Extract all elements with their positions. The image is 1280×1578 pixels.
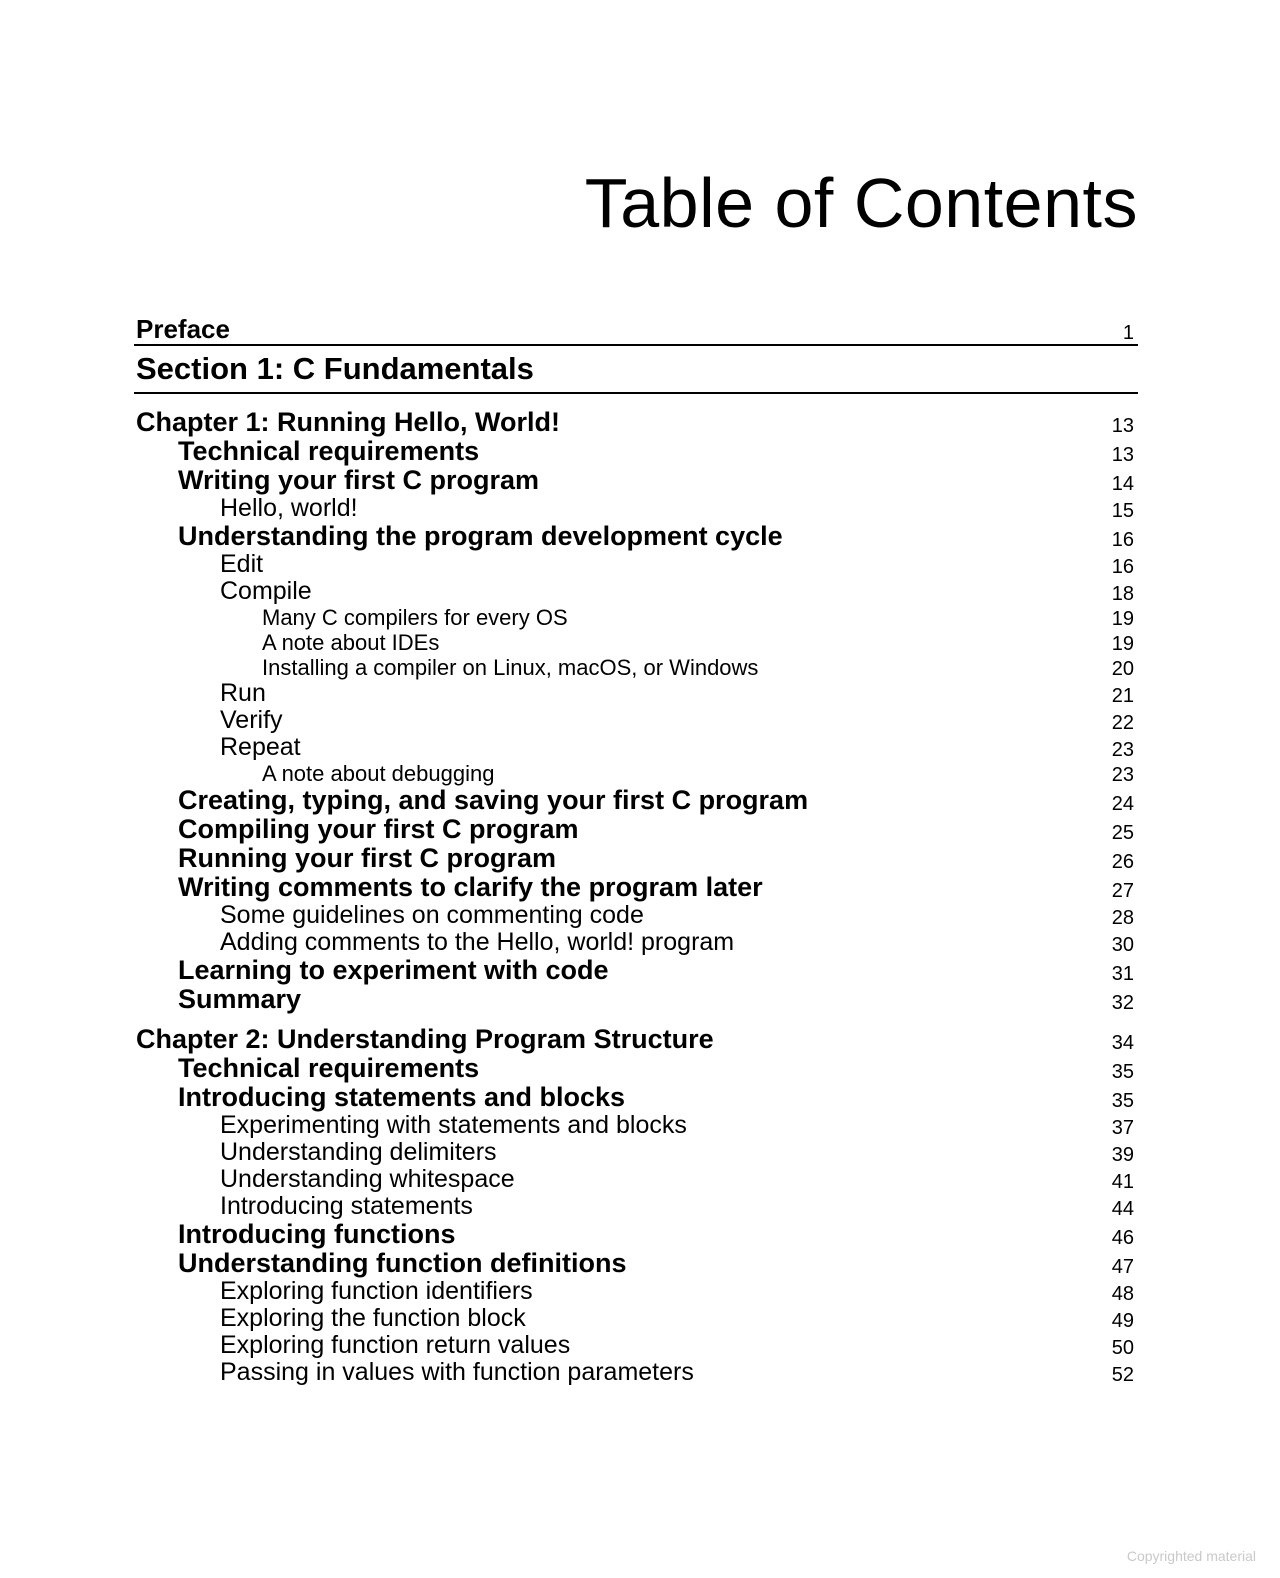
toc-page-number: 52: [1111, 1364, 1134, 1386]
toc-page-number: 16: [1111, 556, 1134, 578]
toc-entry[interactable]: [134, 902, 1138, 929]
toc-page-number: 14: [1111, 473, 1134, 495]
toc-entry-label: Exploring the function block: [220, 1304, 526, 1332]
toc-entry-label: Understanding the program development cycle: [178, 521, 783, 551]
toc-entry[interactable]: [134, 873, 1138, 902]
toc-entry-label: Compiling your first C program: [178, 814, 579, 844]
toc-page-number: 49: [1111, 1310, 1134, 1332]
toc-entry-label: Repeat: [220, 733, 301, 761]
toc-entry[interactable]: [134, 844, 1138, 873]
toc-entry-label: Introducing functions: [178, 1219, 456, 1249]
toc-page-number: 1: [1122, 322, 1134, 344]
toc-entry-label: A note about IDEs: [262, 630, 440, 655]
toc-page-number: 24: [1111, 793, 1134, 815]
toc-page-number: 21: [1111, 685, 1134, 707]
toc-page-number: 35: [1111, 1061, 1134, 1083]
toc-page-number: 34: [1111, 1032, 1134, 1054]
toc-page-number: 48: [1111, 1283, 1134, 1305]
toc-entry-label: Exploring function identifiers: [220, 1277, 533, 1305]
toc-entry-label: A note about debugging: [262, 761, 495, 786]
toc-entry-label: Technical requirements: [178, 1053, 480, 1083]
toc-page-number: 28: [1111, 907, 1134, 929]
toc-entry[interactable]: [134, 522, 1138, 551]
toc-page-number: 20: [1111, 658, 1134, 680]
toc-page-number: 31: [1111, 963, 1134, 985]
toc-entry[interactable]: [134, 734, 1138, 761]
toc-entry-label: Chapter 2: Understanding Program Structure: [136, 1024, 714, 1054]
toc-page-number: 41: [1111, 1171, 1134, 1193]
toc-entry[interactable]: [134, 786, 1138, 815]
toc-entry-label: Edit: [220, 550, 264, 578]
toc-entry[interactable]: [134, 707, 1138, 734]
toc-page-number: 15: [1111, 500, 1134, 522]
toc-page-number: 23: [1111, 739, 1134, 761]
toc-page-number: 39: [1111, 1144, 1134, 1166]
toc-entry-label: Understanding function definitions: [178, 1248, 627, 1278]
chapter-list: [134, 394, 1138, 1386]
toc-entry-chapter[interactable]: [134, 1025, 1138, 1054]
toc-entry-label: Understanding delimiters: [220, 1138, 497, 1166]
toc-entry[interactable]: [134, 956, 1138, 985]
toc-entry[interactable]: [134, 630, 1138, 655]
toc-page-number: 25: [1111, 822, 1134, 844]
toc-entry[interactable]: [134, 551, 1138, 578]
toc-entry-label: Some guidelines on commenting code: [220, 901, 644, 929]
toc-entry[interactable]: [134, 929, 1138, 956]
toc-page-number: 26: [1111, 851, 1134, 873]
toc-entry[interactable]: [134, 1249, 1138, 1278]
toc-entry-label: Technical requirements: [178, 436, 480, 466]
toc-entry-label: Run: [220, 679, 266, 707]
toc-entry-label: Introducing statements and blocks: [178, 1082, 626, 1112]
toc-page-number: 35: [1111, 1090, 1134, 1112]
toc-entry-label: Adding comments to the Hello, world! program: [220, 928, 735, 956]
toc-entry[interactable]: [134, 1112, 1138, 1139]
toc-entry[interactable]: [134, 815, 1138, 844]
table-of-contents: [134, 310, 1138, 1386]
toc-page-number: 44: [1111, 1198, 1134, 1220]
toc-entry-label: Many C compilers for every OS: [262, 605, 568, 630]
toc-page-number: 13: [1111, 415, 1134, 437]
toc-page-number: 50: [1111, 1337, 1134, 1359]
toc-entry[interactable]: [134, 761, 1138, 786]
toc-entry[interactable]: [134, 1054, 1138, 1083]
toc-page-number: 19: [1111, 608, 1134, 630]
toc-entry[interactable]: [134, 680, 1138, 707]
section-title: Section 1: C Fundamentals: [136, 351, 534, 386]
toc-entry-label: Learning to experiment with code: [178, 955, 609, 985]
toc-page-number: 23: [1111, 764, 1134, 786]
toc-page-number: 13: [1111, 444, 1134, 466]
toc-page-number: 32: [1111, 992, 1134, 1014]
toc-page-number: 18: [1111, 583, 1134, 605]
toc-entry[interactable]: [134, 1278, 1138, 1305]
toc-page-number: 27: [1111, 880, 1134, 902]
toc-page-number: 47: [1111, 1256, 1134, 1278]
copyright-watermark: Copyrighted material: [1126, 1548, 1256, 1564]
toc-entry-label: Running your first C program: [178, 843, 556, 873]
toc-entry-label: Writing your first C program: [178, 465, 540, 495]
toc-entry[interactable]: [134, 1359, 1138, 1386]
toc-entry-preface[interactable]: [134, 310, 1138, 346]
toc-section-heading: [134, 346, 1138, 394]
toc-entry-label: Summary: [178, 984, 302, 1014]
toc-entry[interactable]: [134, 655, 1138, 680]
toc-page-number: 37: [1111, 1117, 1134, 1139]
toc-page-number: 46: [1111, 1227, 1134, 1249]
toc-entry-label: Verify: [220, 706, 283, 734]
toc-entry-label: Preface: [136, 314, 230, 344]
toc-entry[interactable]: [134, 1139, 1138, 1166]
toc-entry[interactable]: [134, 605, 1138, 630]
toc-entry-label: Understanding whitespace: [220, 1165, 515, 1193]
toc-entry-chapter[interactable]: [134, 408, 1138, 437]
toc-entry-label: Compile: [220, 577, 312, 605]
toc-entry-label: Chapter 1: Running Hello, World!: [136, 407, 560, 437]
toc-entry[interactable]: [134, 466, 1138, 495]
toc-entry[interactable]: [134, 1083, 1138, 1112]
toc-entry[interactable]: [134, 985, 1138, 1014]
toc-entry-label: Creating, typing, and saving your first C program: [178, 785, 809, 815]
toc-entry-label: Installing a compiler on Linux, macOS, or Windows: [262, 655, 759, 680]
toc-page-number: 19: [1111, 633, 1134, 655]
toc-entry-label: Exploring function return values: [220, 1331, 571, 1359]
toc-page-number: 30: [1111, 934, 1134, 956]
toc-entry[interactable]: [134, 578, 1138, 605]
toc-entry[interactable]: [134, 1166, 1138, 1193]
toc-entry[interactable]: [134, 1305, 1138, 1332]
toc-entry[interactable]: [134, 1220, 1138, 1249]
toc-page-number: 22: [1111, 712, 1134, 734]
toc-page-number: 16: [1111, 529, 1134, 551]
toc-entry-label: Passing in values with function parameters: [220, 1358, 694, 1386]
toc-entry[interactable]: [134, 1332, 1138, 1359]
toc-entry-label: Writing comments to clarify the program later: [178, 872, 763, 902]
toc-entry[interactable]: [134, 495, 1138, 522]
toc-entry-label: Hello, world!: [220, 494, 358, 522]
toc-entry[interactable]: [134, 437, 1138, 466]
chapter-block: [134, 1025, 1138, 1386]
chapter-block: [134, 408, 1138, 1014]
toc-entry[interactable]: [134, 1193, 1138, 1220]
page-title: Table of Contents: [584, 164, 1138, 242]
toc-entry-label: Experimenting with statements and blocks: [220, 1111, 687, 1139]
toc-entry-label: Introducing statements: [220, 1192, 473, 1220]
